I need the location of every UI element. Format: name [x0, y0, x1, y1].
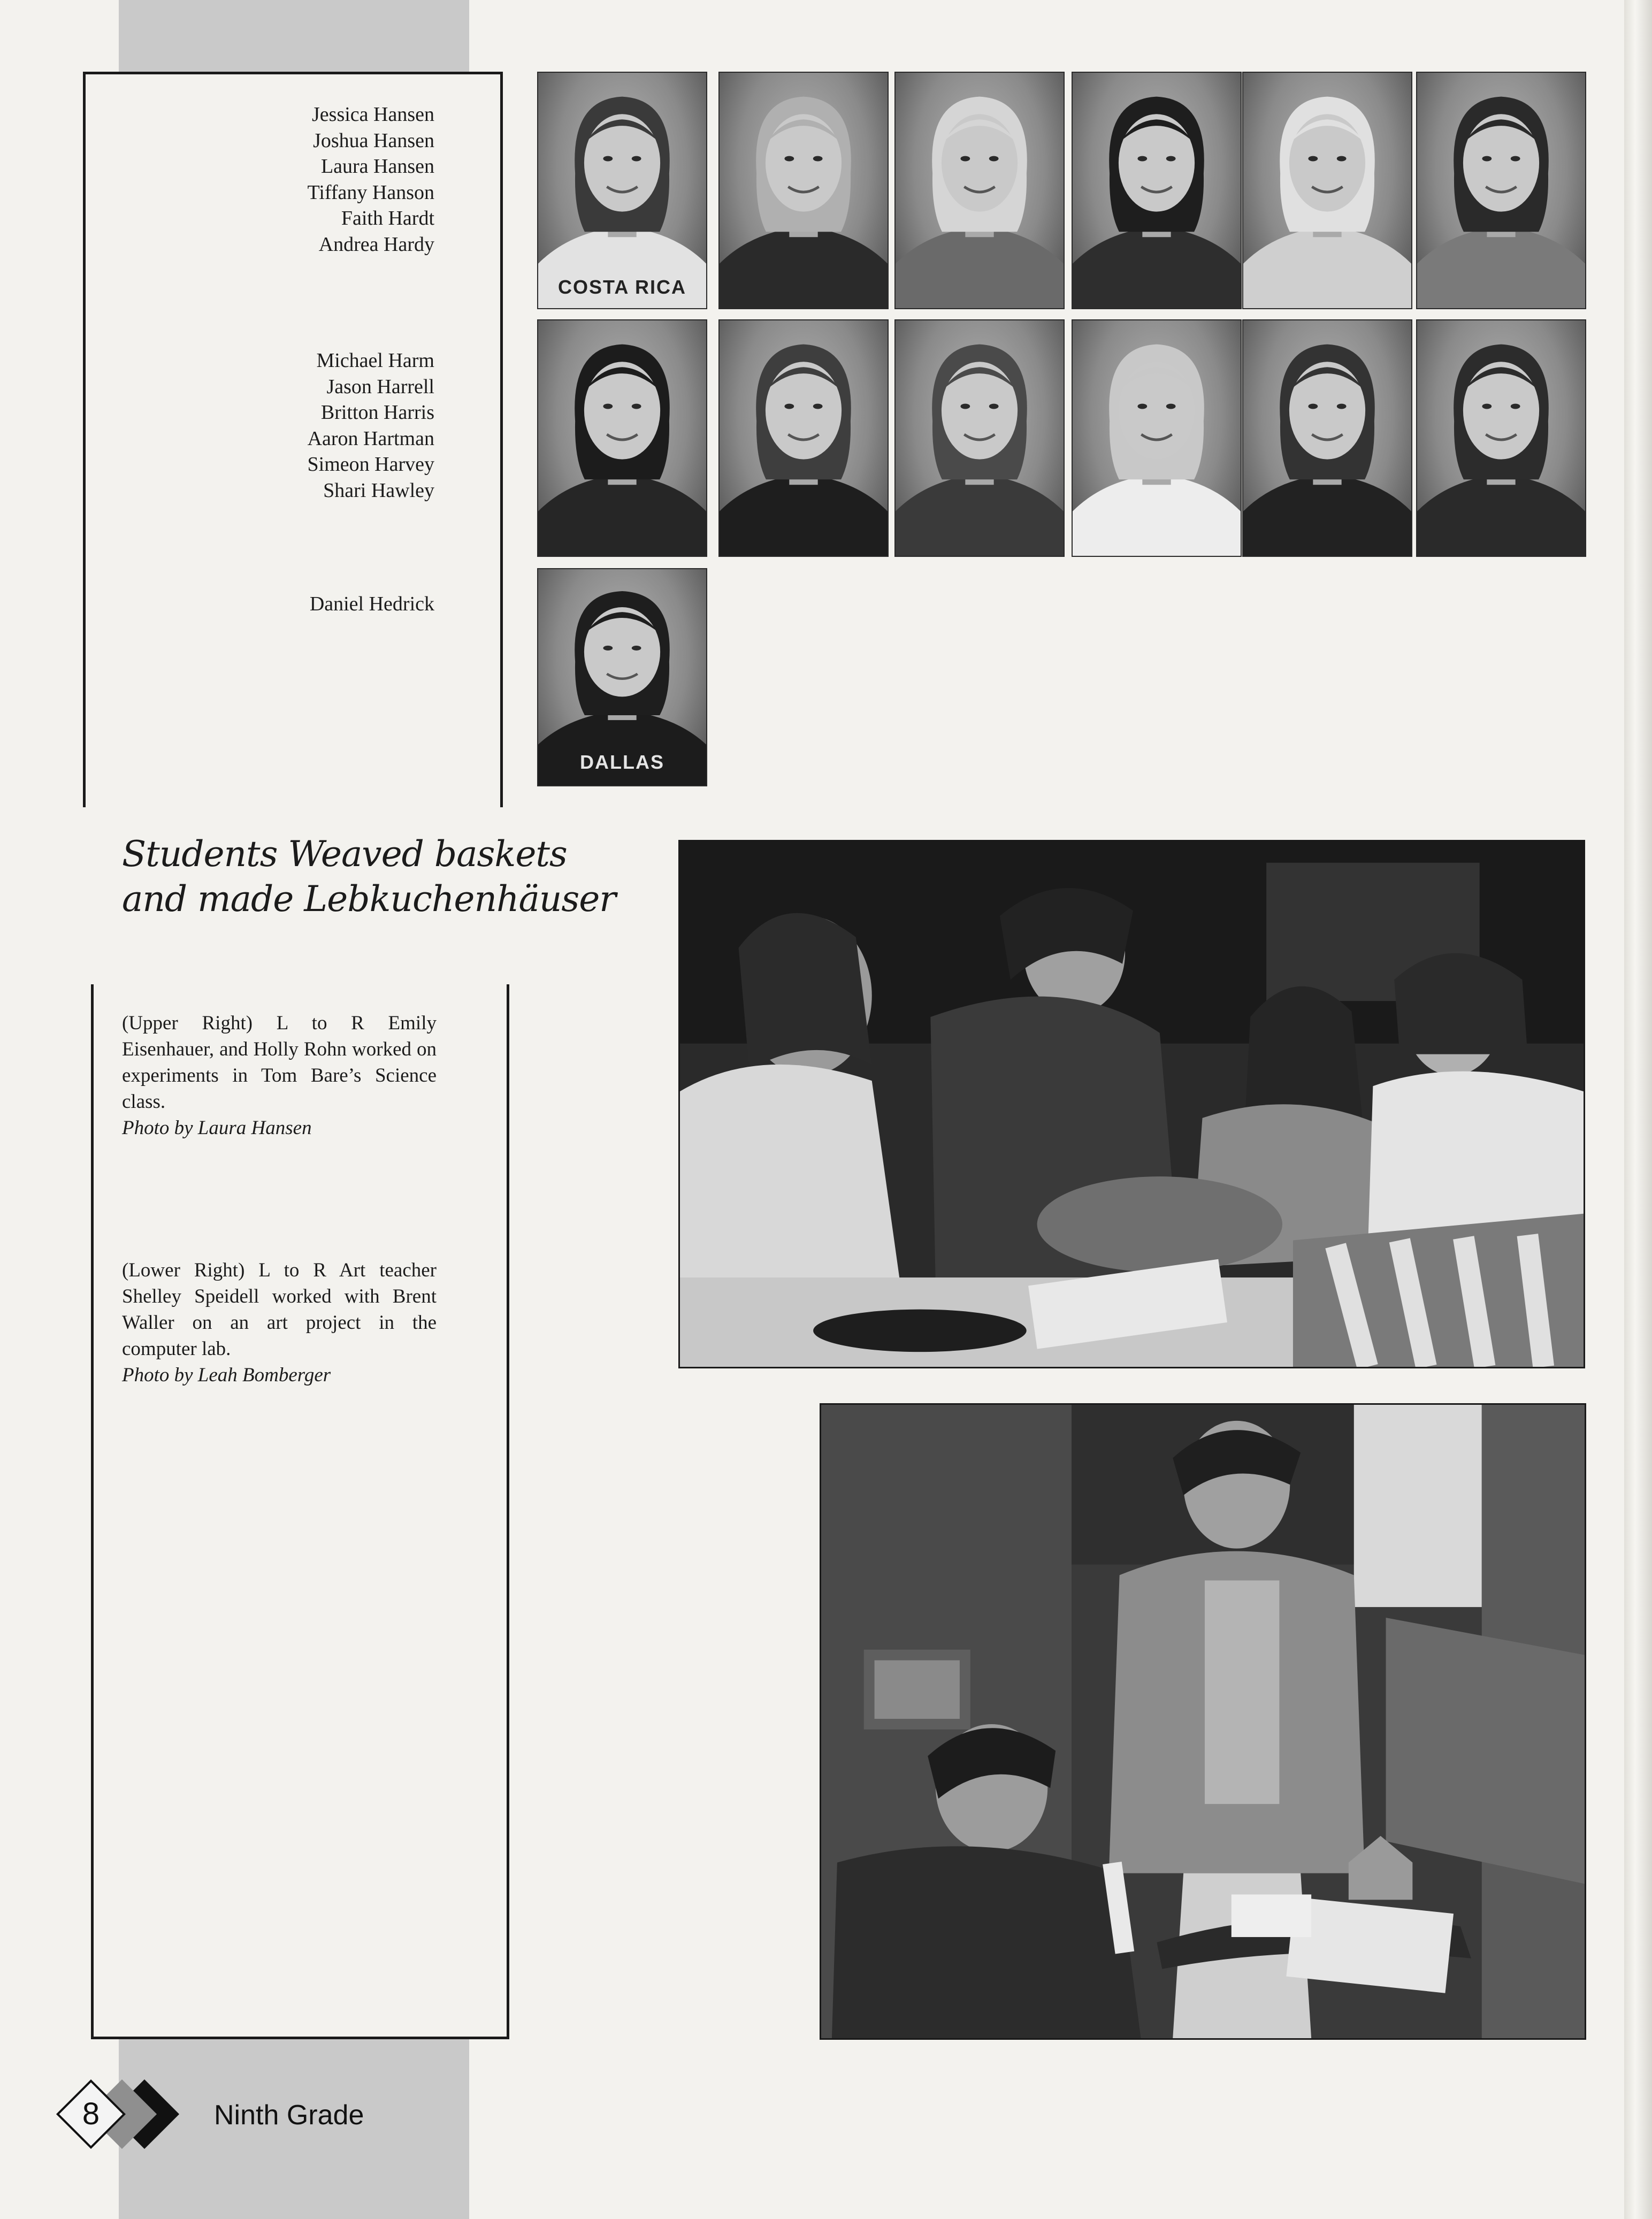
student-name: Michael Harm: [316, 349, 434, 372]
student-name: Tiffany Hanson: [307, 181, 434, 204]
basket-weaving-photo: [678, 840, 1585, 1368]
shirt-print: DALLAS: [580, 751, 664, 773]
portrait-figure: [538, 73, 706, 308]
gray-strip-top: [119, 0, 469, 74]
student-portrait: [537, 319, 707, 557]
portrait-figure: [1243, 73, 1411, 308]
student-name: Simeon Harvey: [307, 453, 434, 476]
story-headline: [122, 832, 646, 922]
caption-frame: [91, 984, 509, 2039]
student-portrait: [537, 72, 707, 309]
portrait-figure: [720, 320, 888, 556]
name-list-row-3: [160, 591, 434, 617]
student-name: Laura Hansen: [320, 155, 434, 178]
portrait-figure: [720, 73, 888, 308]
caption-lower: [122, 1257, 437, 1388]
student-name: Jessica Hansen: [312, 103, 434, 126]
student-portrait: [537, 568, 707, 786]
page-edge: [1624, 0, 1652, 2219]
portrait-figure: [1073, 73, 1241, 308]
student-portrait: [1072, 319, 1242, 557]
portrait-figure: [896, 73, 1064, 308]
student-portrait: [1416, 319, 1586, 557]
caption-upper-credit: Photo by Laura Hansen: [122, 1117, 312, 1139]
student-name: Andrea Hardy: [318, 233, 434, 256]
name-list-row-1: [160, 102, 434, 257]
computer-lab-photo: [820, 1403, 1586, 2040]
student-portrait: [718, 72, 889, 309]
student-name: Aaron Hartman: [307, 427, 434, 450]
student-portrait: [1242, 72, 1412, 309]
student-name: Daniel Hedrick: [309, 593, 434, 615]
caption-upper: [122, 1010, 437, 1141]
portrait-figure: [1073, 320, 1241, 556]
portrait-figure: [1417, 73, 1585, 308]
shirt-print: COSTA RICA: [558, 276, 686, 298]
portrait-figure: [1243, 320, 1411, 556]
student-portrait: [718, 319, 889, 557]
caption-upper-text: (Upper Right) L to R Emily Eisenhauer, and Holly Rohn worked on experiments in Tom Bare’s Science class.: [122, 1012, 437, 1113]
student-name: Jason Harrell: [326, 375, 434, 398]
student-portrait: [894, 72, 1065, 309]
section-label: Ninth Grade: [214, 2100, 364, 2131]
portrait-figure: [538, 320, 706, 556]
student-portrait: [1242, 319, 1412, 557]
student-portrait: [1072, 72, 1242, 309]
student-portrait: [894, 319, 1065, 557]
caption-lower-credit: Photo by Leah Bomberger: [122, 1364, 331, 1386]
student-name: Britton Harris: [320, 401, 434, 424]
student-name: Faith Hardt: [341, 207, 434, 229]
name-list-row-2: [160, 348, 434, 503]
student-name: Shari Hawley: [323, 479, 434, 502]
portrait-figure: [896, 320, 1064, 556]
headline-line-2: and made Lebkuchenhäuser: [122, 878, 616, 920]
student-name: Joshua Hansen: [313, 129, 434, 152]
headline-line-1: Students Weaved baskets: [122, 833, 567, 875]
student-portrait: [1416, 72, 1586, 309]
caption-lower-text: (Lower Right) L to R Art teacher Shelley Speidell worked with Brent Waller on an art project in the computer lab.: [122, 1259, 437, 1360]
page-number: 8: [82, 2096, 100, 2131]
portrait-figure: [1417, 320, 1585, 556]
